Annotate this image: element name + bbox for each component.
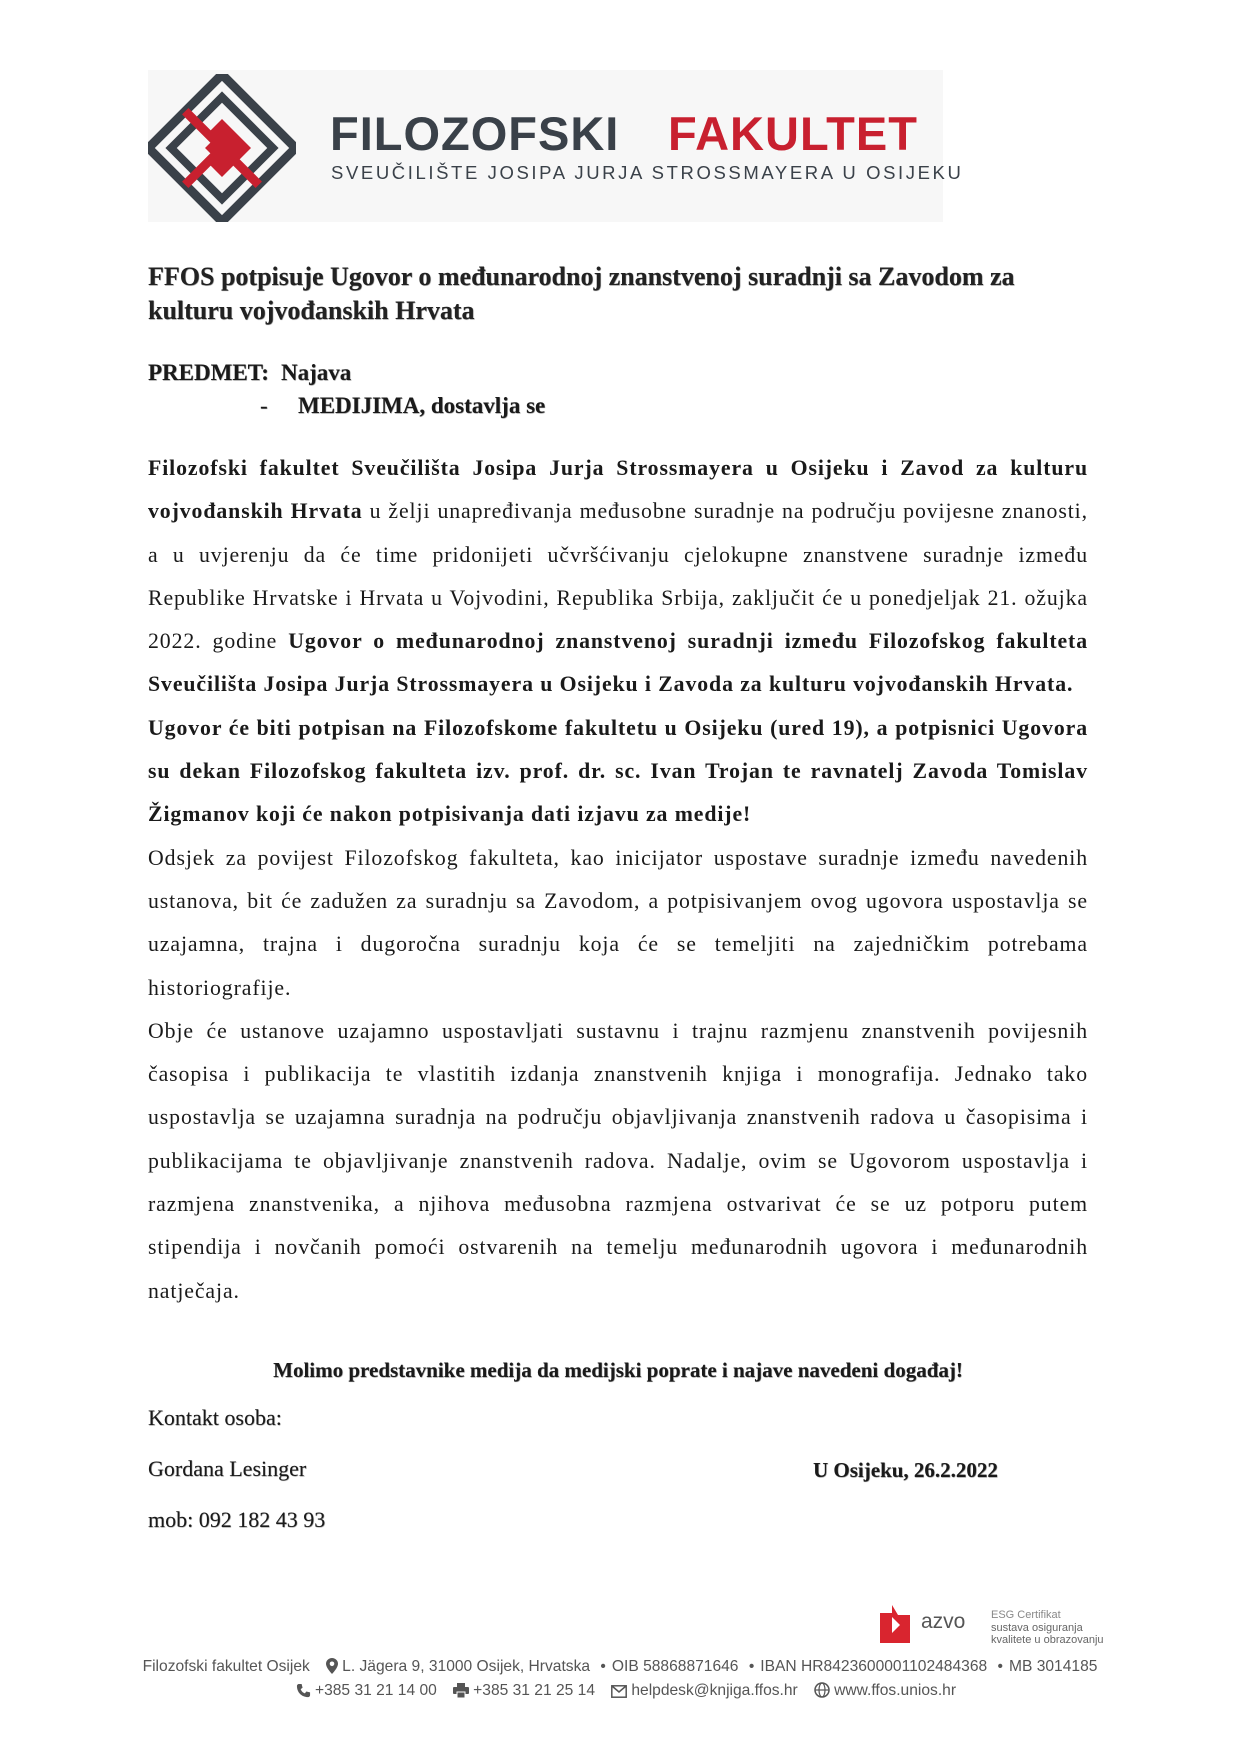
esg-line-2: sustava osiguranja: [991, 1621, 1083, 1634]
paragraph-1-text: u želji unapređivanja međusobne suradnje na području povijesne znanosti, a u uvjerenju da će time pridonijeti učvršćivanju cjelokupne znanstvene suradnje između Republike Hrvatske i Hrvata u Vojvodini, Republika Srbija, zaključit će u ponedjeljak 21. ožujka 2022. godine: [148, 499, 1088, 654]
footer-website[interactable]: www.ffos.unios.hr: [834, 1682, 957, 1699]
esg-line-1: ESG Certifikat: [991, 1609, 1061, 1621]
footer-phone: +385 31 21 14 00: [314, 1682, 437, 1699]
body-text: [148, 447, 1088, 1313]
mail-icon: [611, 1685, 627, 1698]
phone-icon: [296, 1683, 311, 1698]
footer-oib: OIB 58868871646: [611, 1658, 739, 1675]
footer-bullet: •: [997, 1658, 1003, 1675]
paragraph-1: [148, 447, 1088, 707]
subject-line: [148, 360, 351, 386]
paragraph-2: Ugovor će biti potpisan na Filozofskome fakultetu u Osijeku (ured 19), a potpisnici Ugovora su dekan Filozofskog fakulteta izv. prof. dr. sc. Ivan Trojan te ravnatelj Zavoda Tomislav Žigmanov koji će nakon potpisivanja dati izjavu za medije!: [148, 715, 1088, 827]
logo-subtitle: SVEUČILIŠTE JOSIPA JURJA STROSSMAYERA U OSIJEKU: [331, 162, 964, 183]
footer-bullet: •: [748, 1658, 755, 1675]
footer-bullet: •: [600, 1658, 606, 1675]
footer-address-line: [0, 1658, 1240, 1676]
location-pin-icon: [326, 1658, 338, 1674]
azvo-wordmark: azvo: [921, 1610, 966, 1633]
subject-label: PREDMET:: [148, 360, 269, 385]
footer-mb: MB 3014185: [1008, 1658, 1098, 1675]
footer-org: Filozofski fakultet Osijek: [142, 1658, 310, 1675]
footer-address: L. Jägera 9, 31000 Osijek, Hrvatska: [342, 1658, 591, 1675]
contact-label: Kontakt osoba:: [148, 1405, 282, 1430]
closing-request: Molimo predstavnike medija da medijski poprate i najave navedeni događaj!: [273, 1358, 963, 1382]
paragraph-3: Odsjek za povijest Filozofskog fakulteta, kao inicijator uspostave suradnje između navedenih ustanova, bit će zadužen za suradnju sa Zavodom, a potpisivanjem ovog ugovora uspostavlja se uzajamna, trajna i dugoročna suradnju koja će se temeljiti na zajedničkim potrebama historiografije.: [148, 845, 1088, 1000]
logo-word-filozofski: FILOZOFSKI: [330, 107, 620, 160]
footer-email[interactable]: helpdesk@knjiga.ffos.hr: [631, 1682, 798, 1699]
faculty-logo-icon: [148, 74, 296, 222]
fax-icon: [453, 1683, 469, 1698]
esg-certificate: [991, 1609, 1104, 1647]
logo-word-fakultet: FAKULTET: [668, 107, 918, 160]
place-date: U Osijeku, 26.2.2022: [813, 1458, 998, 1482]
recipients-line: [260, 393, 545, 419]
list-dash: -: [260, 393, 268, 418]
globe-icon: [814, 1682, 830, 1698]
paragraph-4: Obje će ustanove uzajamno uspostavljati sustavnu i trajnu razmjenu znanstvenih povijesnih časopisa i publikacija te vlastitih izdanja znanstvenih knjiga i monografija. Jednako tako uspostavlja se uzajamna suradnja na području objavljivanja znanstvenih radova u časopisima i publikacijama te objavljivanje znanstvenih radova. Nadalje, ovim se Ugovorom uspostavlja i razmjena znanstvenika, a njihova međusobna razmjena ostvarivat će se uz potporu putem stipendija i novčanih pomoći ostvarenih na temelju međunarodnih ugovora i međunarodnih natječaja.: [148, 1018, 1088, 1303]
azvo-logo-icon: [878, 1603, 912, 1645]
subject-value: Najava: [280, 360, 352, 385]
footer-contact-line: [0, 1682, 1240, 1700]
footer-fax: +385 31 21 25 14: [473, 1682, 596, 1699]
paragraph-1-bold-end: Ugovor o međunarodnoj znanstvenoj suradnji između Filozofskog fakulteta Sveučilišta Josipa Jurja Strossmayera u Osijeku i Zavoda za kulturu vojvođanskih Hrvata.: [148, 629, 1089, 697]
paragraph-1-bold-start: Filozofski fakultet Sveučilišta Josipa Jurja Strossmayera u Osijeku i Zavod za kulturu vojvođanskih Hrvata: [148, 456, 1088, 524]
footer-iban: IBAN HR8423600001102484368: [760, 1658, 988, 1675]
contact-mobile: mob: 092 182 43 93: [148, 1507, 326, 1532]
esg-line-3: kvalitete u obrazovanju: [991, 1634, 1104, 1646]
document-title: FFOS potpisuje Ugovor o međunarodnoj znanstvenoj suradnji sa Zavodom za kulturu vojvođanskih Hrvata: [148, 262, 1015, 325]
contact-name: Gordana Lesinger: [148, 1456, 307, 1481]
recipients-text: MEDIJIMA, dostavlja se: [298, 393, 546, 418]
